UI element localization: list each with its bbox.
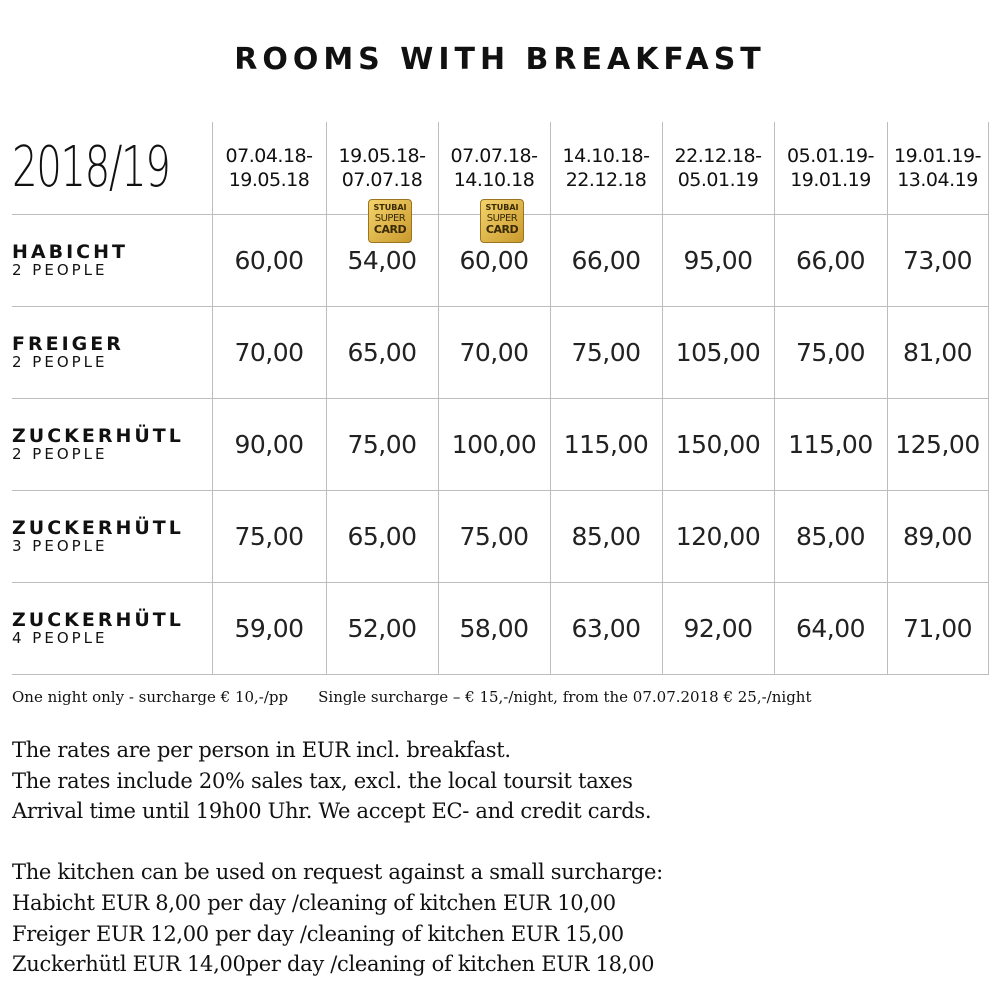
price-cell: 81,00 — [887, 306, 988, 398]
table-row — [12, 582, 988, 674]
price-cell: 90,00 — [212, 398, 326, 490]
room-people: 2 PEOPLE — [12, 261, 108, 279]
price-cell: 71,00 — [887, 582, 988, 674]
room-cell — [12, 398, 212, 490]
room-name: ZUCKERHÜTL — [12, 609, 184, 631]
page-title: ROOMS WITH BREAKFAST — [234, 42, 766, 77]
period-end: 19.01.19 — [790, 168, 871, 191]
price-cell: 58,00 — [438, 582, 550, 674]
price-cell: 85,00 — [550, 490, 662, 582]
period-start: 22.12.18- — [674, 144, 762, 167]
price-cell: 73,00 — [887, 214, 988, 306]
price-value: 60,00 — [459, 245, 529, 275]
room-people: 3 PEOPLE — [12, 537, 108, 555]
room-name: ZUCKERHÜTL — [12, 425, 184, 447]
price-cell: 125,00 — [887, 398, 988, 490]
period-end: 07.07.18 — [341, 168, 423, 191]
price-cell: 75,00 — [774, 306, 887, 398]
price-cell: 75,00 — [438, 490, 550, 582]
stubai-super-card-badge — [480, 199, 524, 243]
price-cell: 150,00 — [662, 398, 774, 490]
note-line: The rates include 20% sales tax, excl. the local toursit taxes — [12, 768, 633, 793]
price-cell: 63,00 — [550, 582, 662, 674]
period-header — [662, 122, 774, 214]
note-line: Freiger EUR 12,00 per day /cleaning of kitchen EUR 15,00 — [12, 921, 624, 946]
price-cell: 100,00 — [438, 398, 550, 490]
price-cell: 105,00 — [662, 306, 774, 398]
price-cell: 66,00 — [550, 214, 662, 306]
notes-block — [12, 735, 663, 980]
price-cell — [438, 202, 550, 306]
period-end: 13.04.19 — [897, 168, 978, 191]
table-row — [12, 214, 988, 306]
note-line: The kitchen can be used on request against a small surcharge: — [12, 860, 663, 885]
table-row — [12, 398, 988, 490]
period-end: 22.12.18 — [565, 168, 647, 191]
badge-line: SUPER — [486, 212, 518, 224]
room-people: 4 PEOPLE — [12, 629, 108, 647]
price-cell: 120,00 — [662, 490, 774, 582]
period-start: 19.01.19- — [894, 144, 981, 167]
room-name: FREIGER — [12, 333, 124, 355]
price-cell: 59,00 — [212, 582, 326, 674]
price-cell: 65,00 — [326, 306, 438, 398]
period-end: 19.05.18 — [228, 168, 310, 191]
room-cell — [12, 582, 212, 674]
badge-line: SUPER — [374, 212, 406, 224]
price-cell: 115,00 — [774, 398, 887, 490]
table-row — [12, 490, 988, 582]
price-cell: 60,00 — [212, 214, 326, 306]
price-cell: 115,00 — [550, 398, 662, 490]
note-line: The rates are per person in EUR incl. breakfast. — [12, 738, 511, 762]
period-header — [887, 122, 988, 214]
badge-line: CARD — [485, 222, 519, 236]
price-value: 54,00 — [347, 245, 417, 275]
single-surcharge: Single surcharge – € 15,-/night, from the 07.07.2018 € 25,-/night — [318, 688, 812, 706]
room-cell — [12, 306, 212, 398]
price-cell: 66,00 — [774, 214, 887, 306]
one-night-surcharge: One night only - surcharge € 10,-/pp — [12, 688, 289, 706]
price-cell: 75,00 — [550, 306, 662, 398]
surcharge-info — [12, 688, 811, 706]
badge-line: STUBAI — [485, 202, 519, 212]
season-year: 2018/19 — [12, 135, 170, 201]
price-cell: 89,00 — [887, 490, 988, 582]
price-cell: 75,00 — [212, 490, 326, 582]
room-people: 2 PEOPLE — [12, 445, 108, 463]
period-header — [774, 122, 887, 214]
period-header — [212, 122, 326, 214]
price-cell: 70,00 — [438, 306, 550, 398]
badge-line: STUBAI — [373, 202, 407, 212]
price-cell: 92,00 — [662, 582, 774, 674]
period-start: 14.10.18- — [562, 144, 650, 167]
table-row — [12, 306, 988, 398]
year-cell — [12, 122, 212, 214]
price-cell: 95,00 — [662, 214, 774, 306]
room-name: ZUCKERHÜTL — [12, 517, 184, 539]
note-line: Arrival time until 19h00 Uhr. We accept EC- and credit cards. — [12, 799, 652, 824]
badge-line: CARD — [373, 222, 407, 236]
price-cell: 70,00 — [212, 306, 326, 398]
period-start: 05.01.19- — [787, 144, 874, 167]
room-cell — [12, 214, 212, 306]
period-start: 19.05.18- — [338, 144, 426, 167]
period-end: 14.10.18 — [453, 168, 535, 191]
note-line: Habicht EUR 8,00 per day /cleaning of kitchen EUR 10,00 — [12, 890, 616, 915]
note-line — [12, 827, 663, 858]
price-cell: 65,00 — [326, 490, 438, 582]
price-cell: 52,00 — [326, 582, 438, 674]
price-cell: 64,00 — [774, 582, 887, 674]
price-cell: 75,00 — [326, 398, 438, 490]
period-start: 07.07.18- — [450, 144, 538, 167]
room-people: 2 PEOPLE — [12, 353, 108, 371]
room-name: HABICHT — [12, 241, 128, 263]
period-start: 07.04.18- — [225, 144, 313, 167]
period-header — [550, 122, 662, 214]
room-cell — [12, 490, 212, 582]
rates-table — [12, 122, 989, 675]
note-line: Zuckerhütl EUR 14,00per day /cleaning of kitchen EUR 18,00 — [12, 952, 655, 977]
price-cell — [326, 202, 438, 306]
stubai-super-card-badge — [368, 199, 412, 243]
price-cell: 85,00 — [774, 490, 887, 582]
period-end: 05.01.19 — [677, 168, 759, 191]
